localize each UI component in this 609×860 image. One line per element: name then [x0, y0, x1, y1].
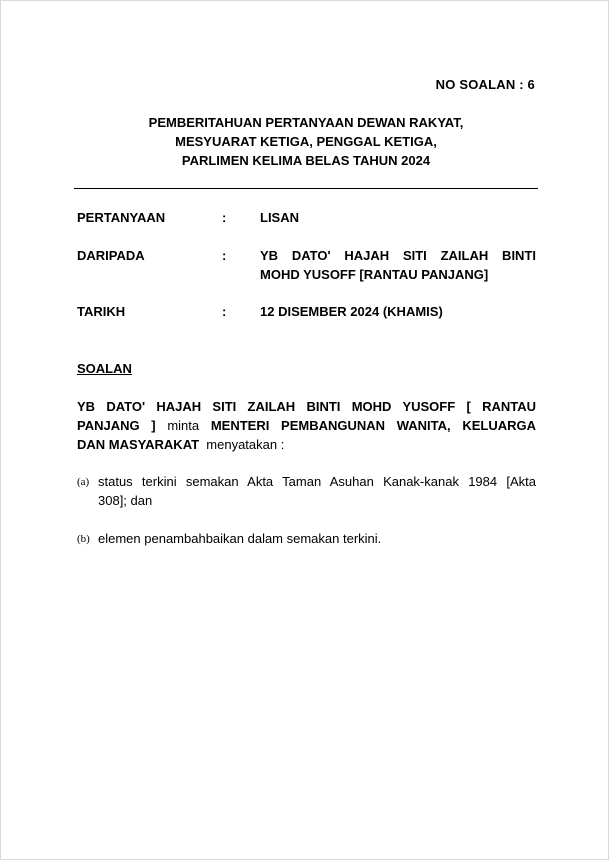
meta-label-daripada: DARIPADA: [77, 248, 145, 263]
meta-colon: :: [222, 304, 227, 319]
question-ministry-cont: DAN MASYARAKAT: [77, 437, 200, 452]
meta-colon: :: [222, 248, 227, 263]
meta-label-tarikh: TARIKH: [77, 304, 126, 319]
list-item-text-b: [98, 529, 536, 548]
question-number: NO SOALAN : 6: [435, 77, 535, 92]
meta-value-pertanyaan: LISAN: [260, 210, 299, 225]
list-marker-b: (b): [77, 533, 90, 545]
list-item-b-line-1: elemen penambahbaikan dalam semakan terkini.: [98, 531, 382, 546]
list-item-text-a: [98, 472, 536, 510]
question-line-1: YB DATO' HAJAH SITI ZAILAH BINTI MOHD YUSOFF [ RANTAU: [77, 399, 536, 414]
list-item-b: [77, 529, 536, 548]
list-item-a-line-2: 308]; dan: [98, 493, 153, 508]
list-marker-a: (a): [77, 476, 90, 488]
question-request-word: minta: [155, 418, 211, 433]
question-line-3: [77, 435, 536, 454]
meta-colon: :: [222, 210, 227, 225]
meta-value-daripada-line-2: MOHD YUSOFF [RANTAU PANJANG]: [260, 267, 489, 282]
section-title: SOALAN: [77, 361, 132, 376]
question-line-2: [77, 416, 536, 435]
meta-value-daripada: [260, 246, 536, 284]
question-member-constituency: PANJANG ]: [77, 418, 156, 433]
meta-value-tarikh: 12 DISEMBER 2024 (KHAMIS): [260, 304, 443, 319]
heading-line-1: PEMBERITAHUAN PERTANYAAN DEWAN RAKYAT,: [148, 115, 464, 130]
document-heading: [77, 113, 535, 170]
heading-divider: [74, 188, 538, 189]
heading-line-2: MESYUARAT KETIGA, PENGGAL KETIGA,: [175, 134, 437, 149]
meta-value-daripada-line-1: YB DATO' HAJAH SITI ZAILAH BINTI: [260, 248, 536, 263]
heading-line-3: PARLIMEN KELIMA BELAS TAHUN 2024: [181, 153, 431, 168]
question-body: [77, 397, 536, 454]
meta-label-pertanyaan: PERTANYAAN: [77, 210, 166, 225]
question-ministry: MENTERI PEMBANGUNAN WANITA, KELUARGA: [210, 418, 537, 433]
list-item-a-line-1: status terkini semakan Akta Taman Asuhan Kanak-kanak 1984 [Akta: [98, 474, 536, 489]
list-item-a: [77, 472, 536, 510]
question-verb: menyatakan :: [199, 437, 285, 452]
